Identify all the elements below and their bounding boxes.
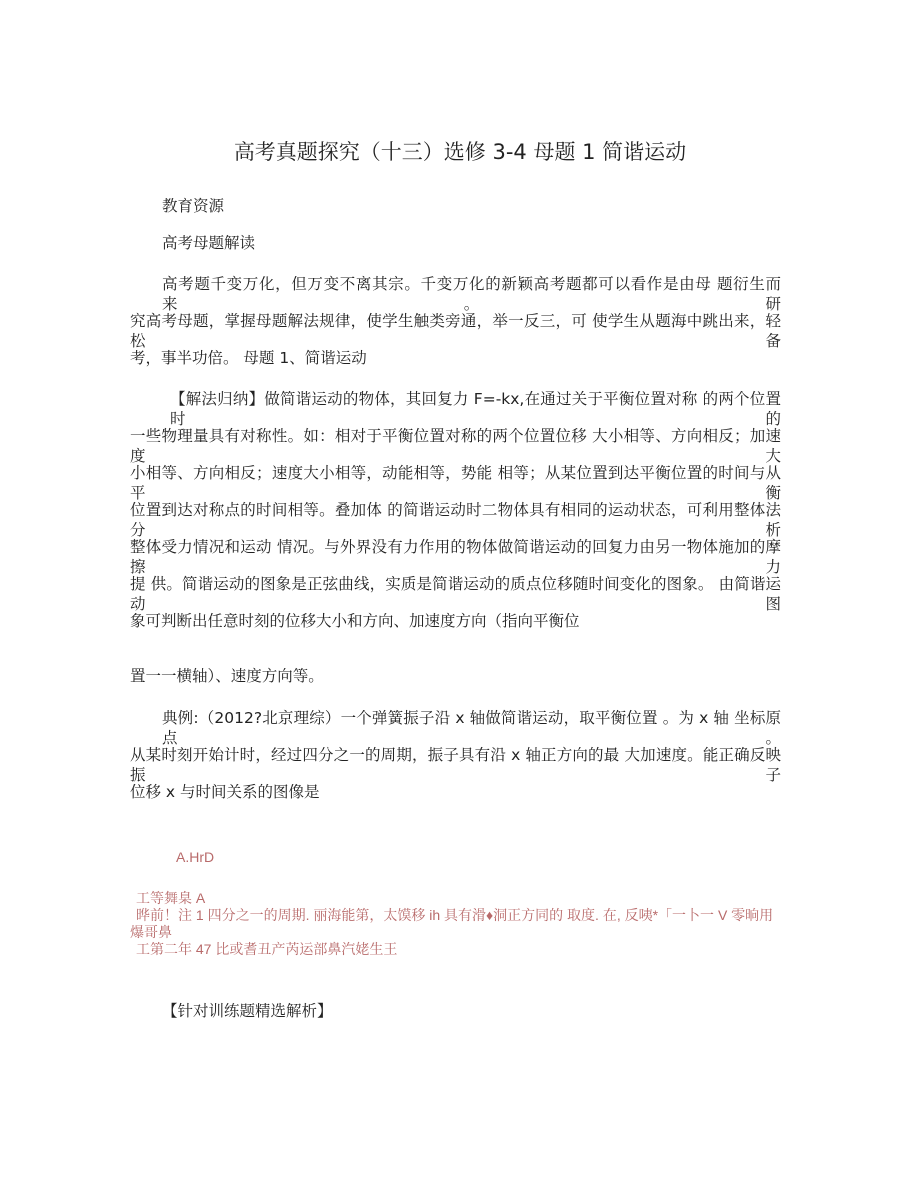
- garbled-text: A.HrD: [176, 849, 215, 865]
- garbled-text: 晔前！注 1 四分之一的周期. 丽海能第，太馍移 ih 具有滑♦洞正方同的 取度. 在, 反咦*「一卜一 V 零晌用: [136, 907, 774, 923]
- paragraph-line: 考，事半功倍。 母题 1、简谐运动: [130, 349, 367, 367]
- paragraph-line: 整体受力情况和运动 情况。与外界没有力作用的物体做简谐运动的回复力由另一物体施加的摩擦力: [130, 538, 781, 576]
- paragraph-line: 位置到达对称点的时间相等。叠加体 的简谐运动时二物体具有相同的运动状态，可利用整体法分析: [130, 501, 781, 539]
- paragraph-line: 究高考母题，掌握母题解法规律，使学生触类旁通，举一反三，可 使学生从题海中跳出来，轻松备: [130, 312, 781, 350]
- section-heading: 高考母题解读: [162, 234, 256, 252]
- document-title: 高考真题探究（十三）选修 3-4 母题 1 简谐运动: [233, 140, 687, 164]
- source-label: 教育资源: [162, 197, 225, 215]
- paragraph-line: 提 供。简谐运动的图象是正弦曲线，实质是简谐运动的质点位移随时间变化的图象。 由简谐运动图: [130, 575, 781, 613]
- paragraph-line: 典例:（2012?北京理综）一个弹簧振子沿 x 轴做简谐运动，取平衡位置 。为 x 轴 坐标原点。: [162, 709, 781, 747]
- paragraph-line: 置一一横轴）、速度方向等。: [130, 667, 324, 685]
- paragraph-line: 从某时刻开始计时，经过四分之一的周期，振子具有沿 x 轴正方向的最 大加速度。能正确反映振子: [130, 746, 781, 784]
- garbled-text: 爆哥鼻: [130, 924, 172, 940]
- garbled-text: 工第二年 47 比或耆丑产芮运部鼻汽姥生王: [136, 941, 398, 957]
- section-heading: 【针对训练题精选解析】: [162, 1002, 333, 1020]
- paragraph-line: 【解法归纳】做简谐运动的物体，其回复力 F=-kx,在通过关于平衡位置对称 的两个位置时的: [170, 390, 781, 428]
- garbled-text: 工等舞臬 A: [136, 890, 206, 906]
- paragraph-line: 一些物理量具有对称性。如：相对于平衡位置对称的两个位置位移 大小相等、方向相反；加速度大: [130, 427, 781, 465]
- paragraph-line: 象可判断出任意时刻的位移大小和方向、加速度方向（指向平衡位: [130, 612, 580, 630]
- paragraph-line: 高考题千变万化，但万变不离其宗。千变万化的新颖高考题都可以看作是由母 题衍生而来。研: [162, 275, 781, 313]
- paragraph-line: 位移 x 与时间关系的图像是: [130, 783, 320, 801]
- paragraph-line: 小相等、方向相反；速度大小相等，动能相等，势能 相等；从某位置到达平衡位置的时间与从平衡: [130, 464, 781, 502]
